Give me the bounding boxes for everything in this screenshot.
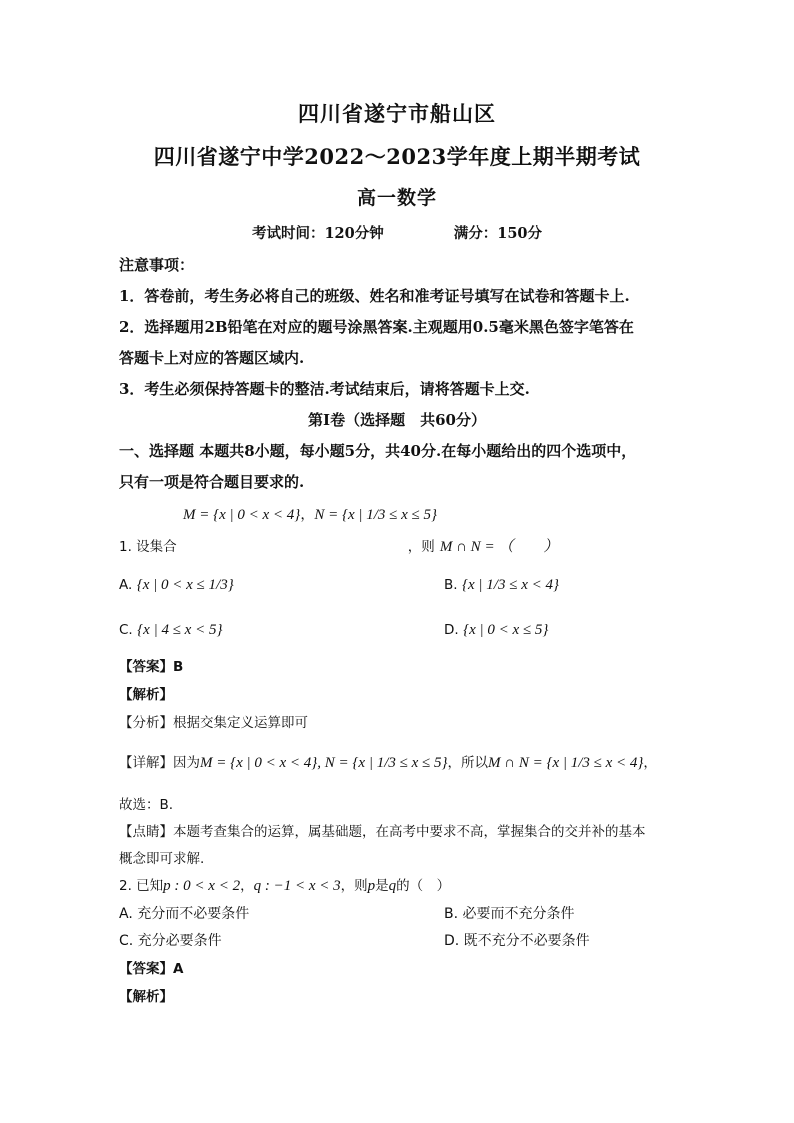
q1-option-b[interactable]: B. {x | 1/3 ≤ x < 4} [444, 577, 559, 593]
q2-stem: 2. 已知p : 0 < x < 2，q : −1 < x < 3，则p是q的（ ） [119, 878, 451, 894]
note-item-2a: 2．选择题用2B铅笔在对应的题号涂黑答案.主观题用0.5毫米黑色签字笔答在 [119, 318, 634, 336]
exam-time: 考试时间：120分钟 [251, 225, 384, 242]
q1-detail-sets: M = {x | 0 < x < 4}, N = {x | 1/3 ≤ x ≤ 5} [200, 755, 448, 771]
q1-comment-b: 概念即可求解. [119, 851, 205, 867]
q1-set-m: M = {x | 0 < x < 4} [183, 507, 301, 523]
q1-option-d[interactable]: D. {x | 0 < x ≤ 5} [444, 622, 549, 638]
note-item-1: 1．答卷前，考生务必将自己的班级、姓名和准考证号填写在试卷和答题卡上. [119, 287, 630, 305]
notes-heading: 注意事项： [119, 256, 195, 274]
q2-p-cond: p : 0 < x < 2 [163, 878, 241, 894]
q2-option-c[interactable]: C. 充分必要条件 [119, 933, 222, 949]
exam-title: 四川省遂宁中学2022～2023学年度上期半期考试 [153, 144, 641, 169]
q1-option-b-text: {x | 1/3 ≤ x < 4} [462, 577, 559, 593]
exam-score: 满分：150分 [453, 225, 543, 242]
q2-answer: 【答案】A [119, 961, 184, 977]
exam-info [0, 222, 794, 243]
q1-prefix: 1. 设集合 [119, 539, 177, 555]
note-item-2b: 答题卡上对应的答题区域内. [119, 349, 305, 367]
note-item-3: 3．考生必须保持答题卡的整洁.考试结束后，请将答题卡上交. [119, 380, 530, 398]
q2-option-a[interactable]: A. 充分而不必要条件 [119, 906, 250, 922]
section-instruction-b: 只有一项是符合题目要求的. [119, 473, 305, 491]
q2-option-d[interactable]: D. 既不充分不必要条件 [444, 933, 590, 949]
q1-answer: 【答案】B [119, 659, 184, 675]
region-title: 四川省遂宁市船山区 [298, 101, 496, 126]
q1-option-c[interactable]: C. {x | 4 ≤ x < 5} [119, 622, 223, 638]
q1-stem [119, 535, 558, 556]
q1-ask: M ∩ N = （ ） [439, 539, 559, 555]
q2-option-b[interactable]: B. 必要而不充分条件 [444, 906, 575, 922]
q1-option-d-text: {x | 0 < x ≤ 5} [463, 622, 549, 638]
q2-analysis-label: 【解析】 [119, 989, 173, 1005]
q1-option-a-text: {x | 0 < x ≤ 1/3} [136, 577, 234, 593]
part-title: 第Ⅰ卷（选择题 共60分） [308, 411, 486, 429]
q1-sets: M = {x | 0 < x < 4}，N = {x | 1/3 ≤ x ≤ 5} [183, 507, 438, 523]
q1-option-c-text: {x | 4 ≤ x < 5} [137, 622, 223, 638]
q1-set-n: N = {x | 1/3 ≤ x ≤ 5} [314, 507, 438, 523]
q1-suffix: ，则 [407, 539, 435, 555]
q1-conclusion: 故选：B. [119, 797, 174, 813]
q1-detail: 【详解】因为M = {x | 0 < x < 4}, N = {x | 1/3 ≤ x ≤ 5}，所以M ∩ N = {x | 1/3 ≤ x < 4}， [119, 755, 657, 771]
subject-title: 高一数学 [356, 187, 437, 209]
q1-analysis-label: 【解析】 [119, 687, 173, 703]
q1-fenxi: 【分析】根据交集定义运算即可 [119, 715, 308, 731]
q2-q-cond: q : −1 < x < 3 [253, 878, 341, 894]
q1-option-a[interactable]: A. {x | 0 < x ≤ 1/3} [119, 577, 234, 593]
q1-detail-result: M ∩ N = {x | 1/3 ≤ x < 4} [488, 755, 644, 771]
q1-comment-a: 【点睛】本题考查集合的运算，属基础题，在高考中要求不高，掌握集合的交并补的基本 [119, 824, 646, 840]
section-instruction-a: 一、选择题 本题共8小题，每小题5分，共40分.在每小题给出的四个选项中， [119, 442, 637, 460]
